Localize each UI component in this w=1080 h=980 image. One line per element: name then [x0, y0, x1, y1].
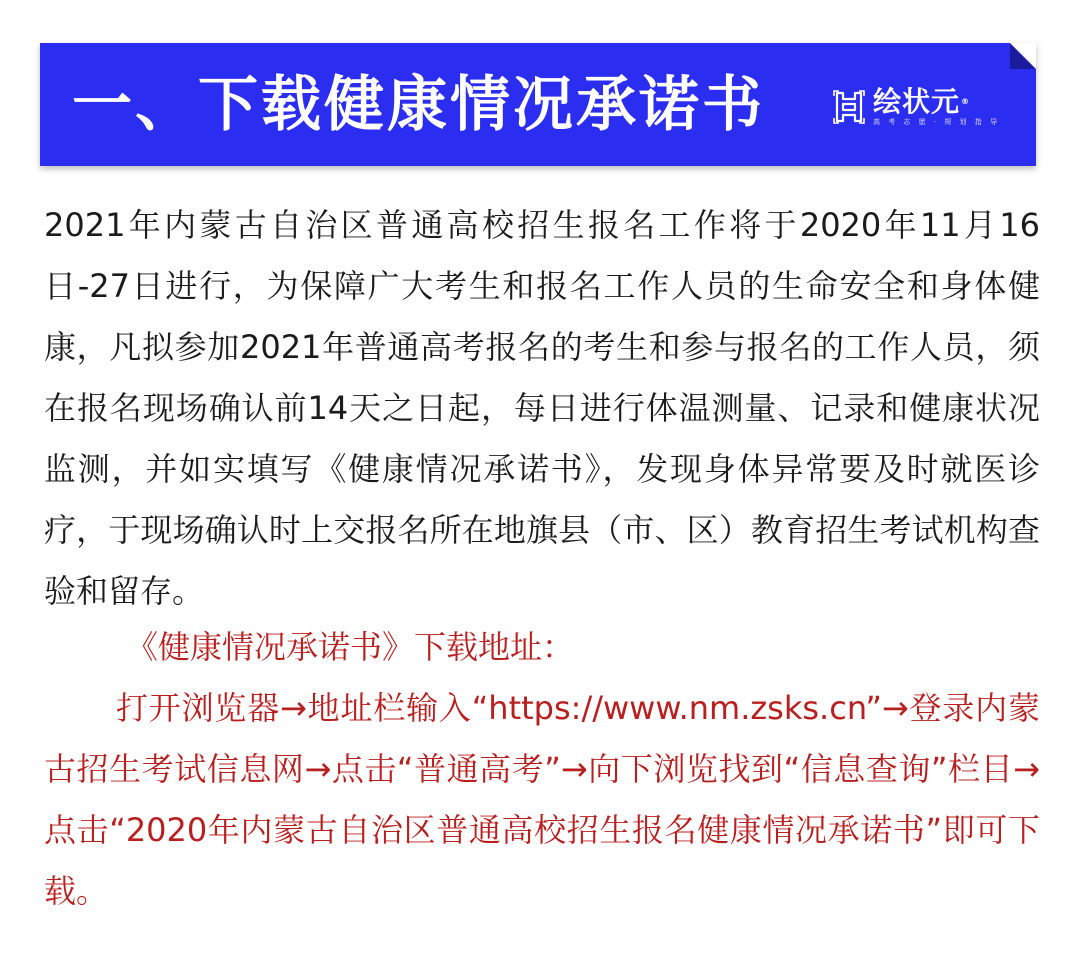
registered-mark: ® — [960, 97, 970, 106]
brand-logo — [833, 87, 1000, 127]
download-heading: 《健康情况承诺书》下载地址： — [126, 628, 575, 666]
brand-name-text: 绘状元 — [872, 85, 960, 118]
title-banner — [40, 43, 1036, 166]
hanzi-bracket-logo-icon — [833, 90, 865, 124]
section-title: 一、下载健康情况承诺书 — [72, 70, 765, 140]
brand-subtitle: 高 考 志 愿 · 规 划 指 导 — [872, 118, 1000, 126]
download-steps-paragraph: 打开浏览器→地址栏输入“https://www.nm.zsks.cn”→登录内蒙古招生考试信息网→点击“普通高考”→向下浏览找到“信息查询”栏目→点击“2020年内蒙古自治区普通高校招生报名健康情况承诺书”即可下载。 — [44, 689, 1040, 910]
brand-name — [872, 85, 970, 118]
corner-fold — [1010, 43, 1036, 69]
intro-paragraph: 2021年内蒙古自治区普通高校招生报名工作将于2020年11月16日-27日进行，为保障广大考生和报名工作人员的生命安全和身体健康，凡拟参加2021年普通高考报名的考生和参与报名的工作人员，须在报名现场确认前14天之日起，每日进行体温测量、记录和健康状况监测，并如实填写《健康情况承诺书》，发现身体异常要及时就医诊疗，于现场确认时上交报名所在地旗县（市、区）教育招生考试机构查验和留存。 — [44, 206, 1040, 610]
